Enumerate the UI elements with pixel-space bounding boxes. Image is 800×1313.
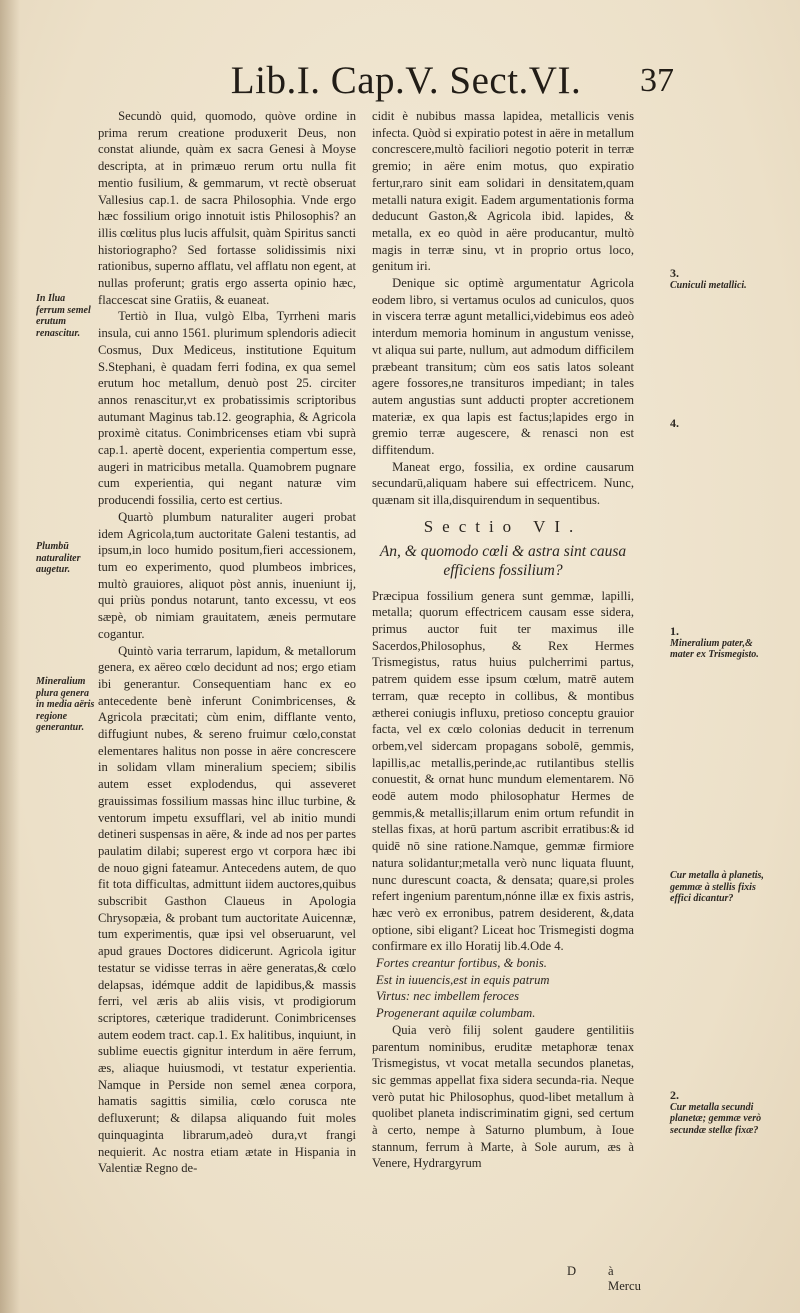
- note-number: 1.: [670, 624, 679, 638]
- signature-mark: D: [567, 1264, 577, 1278]
- margin-note: [670, 870, 765, 905]
- running-head: Lib.I. Cap.V. Sect.VI.: [230, 59, 582, 102]
- margin-note: [670, 418, 765, 430]
- note-text: Cuniculi metallici.: [670, 279, 747, 291]
- section-subtitle: An, & quomodo cœli & astra sint causa efficiens fossilium?: [379, 542, 627, 579]
- right-column: [372, 108, 634, 1172]
- paragraph: Præcipua fossilium genera sunt gemmæ, lapilli, metalla; quorum effectricem causam esse sidera, primus auctor fuit ter maximus ille Sacerdos,Philosophus, & Rex Hermes Trismegistus, ratus huius pulcherrimi partus, patrem quidem esse ipsum cœlum, matrē autem terram, quæ recepto in collibus, & montibus ætherei coniugis influxu, pretioso conceptu grauior facta, vel ex cœlo colonias deducit in terrenum orbem,vel sidercam propagans sobolē, gemmis, lapillis,ac metallis,perinde,ac rutilantibus stellis conuestit, & ornat hunc mundum elementarem. Nō eodē autem modo philosophatur Hermes de gemmis,& metallis;illarum enim ortum refundit in stellas fixas, at horū partum ascribit erratibus:& id quidē nō sine ratione.Namque, gemmæ firmiore natura solidantur;metalla verò nunc liquata fluunt, nunc durescunt coacta, & densata; quare,si proles refert ingenium parentum,nónne illæ ex fixis astris, hæc verò ex erronibus, patrem desiderent, &,data optione, sibi eligant? Liceat hoc Trismegisti dogma confirmare ex illo Horatij lib.4.Ode 4.: [372, 588, 634, 954]
- left-column: [98, 108, 356, 1177]
- note-text: Mineralium pater,& mater ex Trismegisto.: [670, 637, 759, 660]
- paragraph: Quintò varia terrarum, lapidum, & metallorum genera, ex aëreo cœlo decidunt ad nos; ergo etiam ibi generantur. Consequentiam hanc ex eo antecedente benè inferunt Conimbricenses, & Agricola præcitati; cùm enim, difflante vento, diffugiunt nubes, & sereno fruimur cœlo,constat elementares halitus non posse in aëre concrescere in solidam vllam mineralium speciem; sibilis autem esset explodendus, qui asseveret grauissimas fossilium massas hinc illuc turbine, & ventorum impetu exsufflari, vel ab initio mundi detineri suspensas in aëre, & inde ad nos per partes paulatim dilabi; superest ergo vt corpora hæc ibi de nouo gigni fateamur. Antecedens autem, de quo fit tota difficultas, admittunt iidem auctores,quibus subscribit Gasthon Claueus in Apologia Chrysopæia, & probant tum auctoritate Auicennæ, tum experimentis, quæ ipsi vel obseruarunt, vel apud graues Doctores didicerunt. Agricola igitur testatur se vidisse terras in aëre generatas,& cœlo delapsas, idémque addit de lapidibus,& massis ferri, vel æris ab aliis visis, vt prodigiorum scriptores, cæterique tradiderunt. Conimbricenses autem eodem tract. cap.1. Ex halitibus, inquiunt, in sublime euectis gignitur interdum in aëre ferrum, æs, aliaque huiusmodi, vt testatur experientia. Namque in Perside non semel ænea corpora, hamatis sagittis similia, cœlo corusca nte defluxerunt; & dilapsa aliquando fuit moles quinquaginta librarum,adeò dura,vt frangi nequierit. Ac nostra etiam ætate in Hispania in Valentiæ Regno de-: [98, 643, 356, 1176]
- page-header: [0, 58, 800, 110]
- paragraph: Secundò quid, quomodo, quòve ordine in prima rerum creatione produxerit Deus, non constat aliunde, quàm ex sacra Genesi à Moyse descripta, at in primæuo rerum ortu nulla fit mentio fusilium, & gemmarum, vt rectè obseruat Vallesius cap.1. de sacra Philosophia. Vnde ergo hæc fossilium origo innotuit istis Philosophis? an illis cœlitus plus lucis affulsit, quàm Spiritus sancti historiographo? Sed fortasse solidissimis nixi rationibus, superno afflatu, vel afflatu non egent, at nullas proferunt; gratis ergo asserta opinio hæc, flaccescat sine Gratiis, & euaneat.: [98, 109, 356, 307]
- note-number: 2.: [670, 1088, 679, 1102]
- paragraph: Denique sic optimè argumentatur Agricola eodem libro, si vertamus oculos ad cuniculos, quos in viscera terræ agunt metallici,videbimus eos adeò interdum memoria hominum in angustum venisse, vt aliqua sui parte, nullum, aut admodum difficilem præbeant transitum; cùm eos satis latos soleant agere fossores,ne transituros impediant; in tales autem angustias sunt adducti propter accretionem materiæ, ex qua lapis est factus;lapides ergo in gremio terræ augescere, & renasci non est diffitendum.: [372, 276, 634, 458]
- verse-line: Fortes creantur fortibus, & bonis.: [376, 956, 547, 971]
- margin-note: [670, 1090, 765, 1136]
- page-number: 37: [640, 62, 674, 99]
- paragraph: Quia verò filij solent gaudere gentilitiis parentum nominibus, eruditæ metaphoræ tenax Trismegistus, vt vocat metalla secundos planetas, sic gemmas appellat fixa sidera secunda-ria. Neque verò putat hic Philosophus, quod-libet metallum à quolibet planeta indiscriminatim gigni, sed certum à certo, nempe à Saturno plumbum, à Ioue stannum, ferrum à Marte, à Sole aurum, æs à Venere, Hydrargyrum: [372, 1022, 634, 1171]
- margin-note: In Ilua ferrum semel erutum renascitur.: [36, 293, 91, 339]
- paragraph: Maneat ergo, fossilia, ex ordine causarum secundarū,aliquam habere sui effectricem. Nunc, quænam sit illa,disquirendum in sequentibus.: [372, 459, 634, 508]
- margin-note: Mineralium plura genera in media aëris regione generantur.: [36, 676, 95, 733]
- verse-line: Progenerant aquilæ columbam.: [376, 1006, 536, 1021]
- verse-line: Est in iuuencis,est in equis patrum: [376, 972, 550, 987]
- paragraph: Tertiò in Ilua, vulgò Elba, Tyrrheni maris insula, cui anno 1561. plurimum splendoris adiecit Cosmus, Dux Mediceus, institutione Equitum S.Stephani, è quadam ferri fodina, ex qua semel erutum hoc metallum, denuò post 25. circiter annos renascitur,vt ex probatissimis scriptoribus autumant Maginus tab.12. geographia, & Agricola proximè citatus. Conimbricenses etiam vbi suprà cap.1. apertè docent, experientia compertum esse, augeri in matricibus metalla. Quamobrem pugnare cum experientia, qui negant naturæ vim producendi fossilia, certo est certius.: [98, 309, 356, 508]
- note-text: Cur metalla secundi planetæ; gemmæ verò secundæ stellæ fixæ?: [670, 1101, 762, 1136]
- margin-note: [670, 626, 765, 661]
- note-number: 4.: [670, 416, 679, 430]
- note-number: 3.: [670, 266, 679, 280]
- section-title: Sectio VI.: [423, 516, 583, 536]
- catchword: à Mercu: [608, 1264, 641, 1293]
- paragraph: cidit è nubibus massa lapidea, metallicis venis infecta. Quòd si expiratio potest in aëre in metallum concrescere,multò faciliori negotio poterit in terræ gremio; in aëre enim motus, quo expiratio fertur,raro sinit eam solidari in densitatem,quam metalli natura exigit. Eadem argumentationis forma deducunt Gaston,& Agricola ibid. lapides, & metalla, ex eo quòd in aëre producantur, multò magis in terræ sinu, vt in proprio ortus loco, genitum iri.: [372, 109, 634, 274]
- margin-note: [670, 268, 765, 291]
- binding-shadow: [0, 0, 20, 1313]
- verse-line: Virtus: nec imbellem feroces: [376, 989, 520, 1004]
- paragraph: Quartò plumbum naturaliter augeri probat idem Agricola,tum auctoritate Galeni testantis, ad ipsum,in loco humido positum,fieri accessionem, tum eo experimento, quod plumbeos imbrices, multò grauiores, aliquot pòst annis, inueniunt ij, qui priùs pondus notarunt, tanto excessu, vt eos sæpè, ob nimiam grauitatem, æneis permutare cogantur.: [98, 509, 356, 641]
- margin-note: Plumbū naturaliter augetur.: [36, 541, 81, 575]
- note-text: Cur metalla à planetis, gemmæ à stellis fixis effici dicantur?: [670, 870, 764, 904]
